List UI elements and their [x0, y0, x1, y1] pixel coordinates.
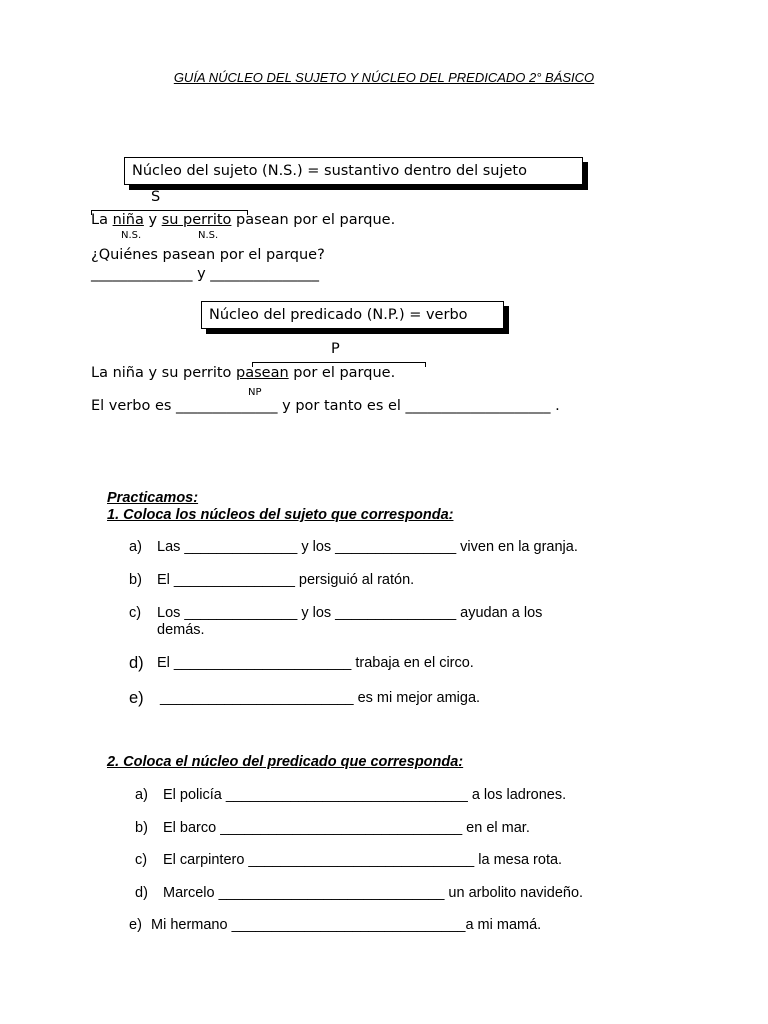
item-label: b) — [129, 572, 142, 588]
item-label: b) — [135, 820, 148, 836]
word-pasean: pasean — [236, 365, 289, 381]
definition-box-sujeto — [124, 157, 583, 185]
item-text-continued: demás. — [157, 622, 205, 638]
item-text: Las ______________ y los _______________ viven en la granja. — [157, 539, 578, 555]
word-su-perrito: su perrito — [161, 212, 232, 228]
item-text: ________________________ es mi mejor amiga. — [160, 690, 481, 706]
predicate-marker: P — [331, 341, 340, 357]
definition-box-predicado — [201, 301, 504, 329]
answer-lines-sujeto: ______________ y _______________ — [91, 266, 320, 282]
item-text: El _______________ persiguió al ratón. — [157, 572, 415, 588]
item-text: El carpintero ____________________________ la mesa rota. — [163, 852, 563, 868]
word-nina: niña — [112, 212, 144, 228]
item-label: e) — [129, 689, 144, 707]
example-sentence-sujeto — [91, 212, 395, 228]
definition-text-predicado: Núcleo del predicado (N.P.) = verbo — [209, 307, 468, 323]
question-1-title: 1. Coloca los núcleos del sujeto que corresponda: — [107, 507, 454, 523]
question-2-title: 2. Coloca el núcleo del predicado que corresponda: — [107, 754, 464, 770]
item-text: Marcelo ____________________________ un arbolito navideño. — [163, 885, 584, 901]
sentence-after: por el parque. — [293, 365, 396, 381]
item-label: c) — [129, 605, 142, 621]
item-text: Mi hermano _____________________________a mi mamá. — [151, 917, 542, 933]
sentence-before: La niña y su perrito — [91, 365, 232, 381]
ns-label-2: N.S. — [198, 230, 219, 241]
example-sentence-predicado — [91, 365, 395, 381]
verbo-line: El verbo es ______________ y por tanto es el ____________________ . — [91, 398, 560, 414]
item-label: d) — [135, 885, 148, 901]
subject-marker: S — [151, 189, 161, 205]
item-label: d) — [129, 654, 144, 672]
np-label: NP — [248, 387, 262, 398]
item-label: e) — [129, 917, 142, 933]
word-rest: pasean por el parque. — [236, 212, 396, 228]
item-text: El ______________________ trabaja en el circo. — [157, 655, 474, 671]
item-text: El barco ______________________________ en el mar. — [163, 820, 530, 836]
item-label: a) — [135, 787, 148, 803]
word-y: y — [148, 212, 158, 228]
item-label: c) — [135, 852, 148, 868]
definition-text-sujeto: Núcleo del sujeto (N.S.) = sustantivo dentro del sujeto — [132, 163, 527, 179]
page-title: GUÍA NÚCLEO DEL SUJETO Y NÚCLEO DEL PREDICADO 2° BÁSICO — [173, 70, 595, 85]
practice-heading: Practicamos: — [107, 490, 199, 506]
ns-label-1: N.S. — [121, 230, 142, 241]
item-label: a) — [129, 539, 142, 555]
word-la: La — [91, 212, 108, 228]
question-sujeto: ¿Quiénes pasean por el parque? — [91, 247, 325, 263]
item-text: Los ______________ y los _______________ ayudan a los — [157, 605, 543, 621]
item-text: El policía ______________________________ a los ladrones. — [163, 787, 567, 803]
